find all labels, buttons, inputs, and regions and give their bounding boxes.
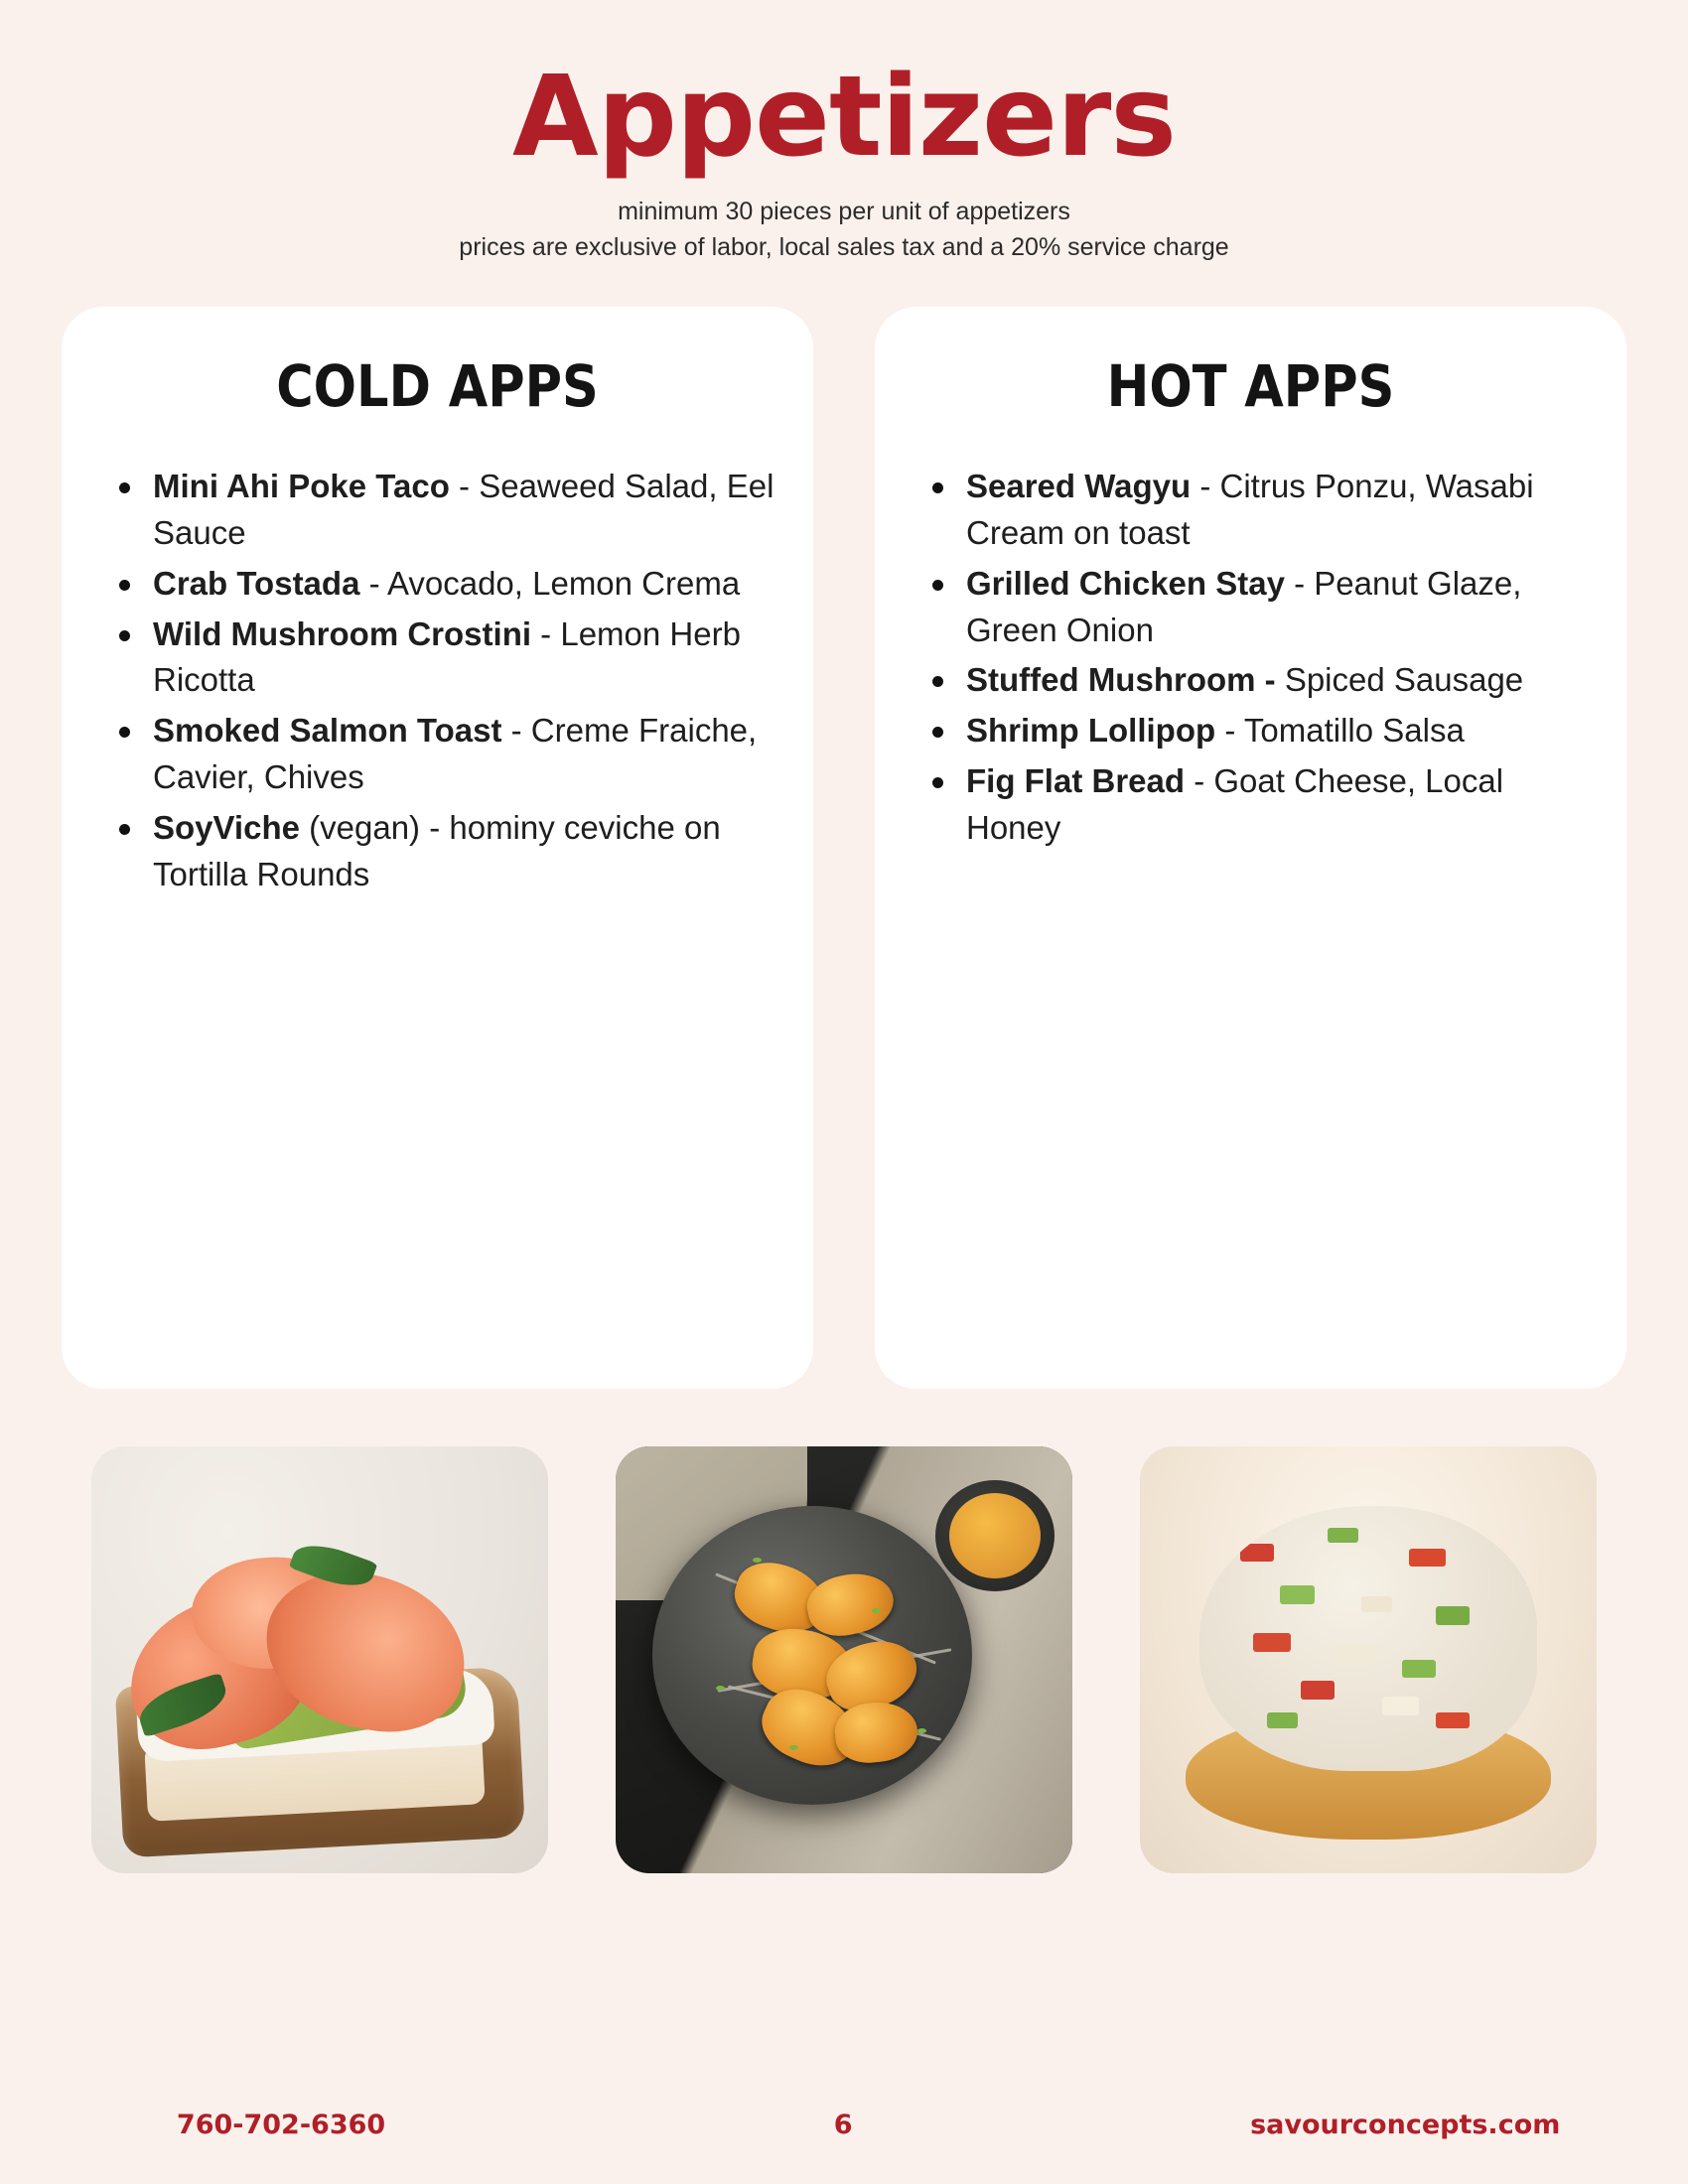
item-name: Seared Wagyu <box>966 468 1192 504</box>
item-description: Peanut Glaze, Green Onion <box>966 564 1522 648</box>
item-description: Goat Cheese, Local Honey <box>966 762 1504 847</box>
item-separator: - <box>531 614 561 652</box>
item-name: Crab Tostada <box>153 564 360 602</box>
cucumber-bit-shape <box>1328 1528 1358 1544</box>
menu-card-row <box>62 307 1626 1389</box>
cold-apps-list <box>95 464 779 898</box>
item-description: Creme Fraiche, Cavier, Chives <box>153 712 758 796</box>
hot-apps-title: HOT APPS <box>1106 352 1395 420</box>
item-name: Stuffed Mushroom - <box>966 661 1276 699</box>
footer-page-number: 6 <box>833 2110 853 2140</box>
herb-garnish-shape <box>917 1728 926 1733</box>
item-name: Smoked Salmon Toast <box>153 712 502 750</box>
tomato-bit-shape <box>1240 1544 1274 1563</box>
item-separator <box>300 809 309 846</box>
item-separator: - <box>1191 468 1220 504</box>
hot-apps-list <box>909 464 1593 852</box>
item-description: Spiced Sausage <box>1284 661 1524 699</box>
item-description: Avocado, Lemon Crema <box>386 564 741 602</box>
cold-apps-title: COLD APPS <box>276 352 599 420</box>
item-name: SoyViche <box>153 809 300 847</box>
cold-apps-card <box>62 307 813 1389</box>
cucumber-bit-shape <box>1436 1606 1470 1625</box>
item-name: Wild Mushroom Crostini <box>153 614 532 652</box>
page-footer <box>0 2110 1688 2140</box>
list-item <box>966 464 1593 557</box>
ceviche-tostada-photo <box>1140 1446 1597 1873</box>
cucumber-bit-shape <box>1402 1660 1436 1679</box>
list-item <box>966 561 1593 654</box>
list-item <box>153 708 779 801</box>
tomato-bit-shape <box>1253 1633 1290 1652</box>
tomato-bit-shape <box>1436 1712 1470 1728</box>
cucumber-bit-shape <box>1280 1585 1314 1604</box>
subtitle-line-2: prices are exclusive of labor, local sales tax and a 20% service charge <box>459 232 1229 261</box>
herb-garnish-shape <box>753 1558 762 1563</box>
item-separator: - <box>1284 564 1315 602</box>
cucumber-bit-shape <box>1267 1712 1298 1728</box>
shrimp-bit-shape <box>1335 1644 1375 1665</box>
item-separator: - <box>449 468 480 504</box>
item-name: Grilled Chicken Stay <box>966 564 1285 602</box>
item-description: Seaweed Salad, Eel Sauce <box>153 468 774 551</box>
list-item <box>153 805 779 898</box>
smoked-salmon-toast-photo <box>91 1446 548 1873</box>
tomato-bit-shape <box>1301 1681 1335 1700</box>
page-subtitle <box>0 195 1688 265</box>
item-name: Mini Ahi Poke Taco <box>153 468 450 504</box>
item-separator: - <box>1215 712 1244 750</box>
herb-garnish-shape <box>716 1686 725 1691</box>
page-title: Appetizers <box>512 53 1176 182</box>
grilled-chicken-satay-photo <box>616 1446 1072 1873</box>
list-item <box>966 657 1593 704</box>
list-item <box>966 708 1593 754</box>
list-item <box>966 758 1593 852</box>
item-separator: - <box>501 712 531 750</box>
item-separator <box>1276 661 1285 698</box>
item-description: (vegan) - hominy ceviche on Tortilla Rounds <box>153 809 721 892</box>
list-item <box>153 561 779 608</box>
hot-apps-card <box>875 307 1626 1389</box>
list-item <box>153 464 779 557</box>
item-name: Shrimp Lollipop <box>966 712 1216 750</box>
item-name: Fig Flat Bread <box>966 762 1186 800</box>
peanut-sauce-shape <box>949 1493 1041 1578</box>
tomato-bit-shape <box>1409 1549 1446 1568</box>
shrimp-bit-shape <box>1361 1596 1392 1612</box>
photo-row <box>0 1446 1688 1873</box>
footer-website[interactable]: savourconcepts.com <box>1250 2110 1561 2140</box>
ceviche-pile-shape <box>1199 1506 1537 1771</box>
item-separator: - <box>1185 762 1214 800</box>
subtitle-line-1: minimum 30 pieces per unit of appetizers <box>618 198 1070 225</box>
list-item <box>153 612 779 705</box>
shrimp-bit-shape <box>1382 1697 1419 1715</box>
item-description: Citrus Ponzu, Wasabi Cream on toast <box>966 468 1534 551</box>
footer-phone[interactable]: 760-702-6360 <box>176 2110 386 2140</box>
item-description: Tomatillo Salsa <box>1243 712 1465 750</box>
herb-garnish-shape <box>789 1745 798 1750</box>
item-separator: - <box>359 564 387 602</box>
item-description: Lemon Herb Ricotta <box>153 614 741 699</box>
